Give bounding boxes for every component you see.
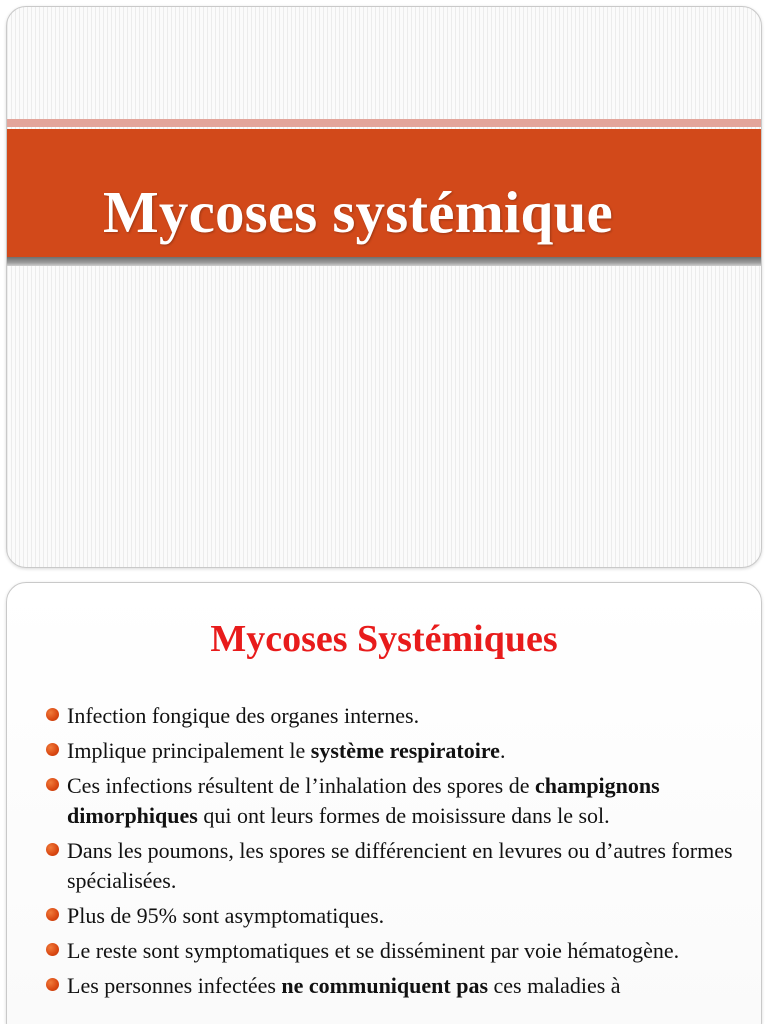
bullet-list [43, 701, 755, 1006]
bullet-item [43, 936, 755, 966]
bullet-text-end: . [499, 738, 506, 763]
slide-2 [6, 582, 762, 1024]
bullet-item [43, 701, 755, 731]
slide-1-title: Mycoses systémique [103, 179, 613, 245]
bullet-dot-icon [46, 778, 59, 791]
bullet-dot-icon [46, 743, 59, 756]
bullet-dot-icon [46, 908, 59, 921]
bullet-dot-icon [46, 978, 59, 991]
bullet-dot-icon [46, 943, 59, 956]
bullet-text: Le reste sont symptomatiques et se disséminent par voie hématogène. [67, 938, 680, 963]
bullet-bold-text: système respiratoire [310, 738, 500, 763]
bullet-item [43, 901, 755, 931]
slide-1 [6, 6, 762, 568]
bullet-item [43, 736, 755, 766]
bullet-text-end: qui ont leurs formes de moisissure dans le sol. [197, 803, 610, 828]
bullet-item [43, 971, 755, 1001]
bullet-text: Dans les poumons, les spores se différencient en levures ou d’autres formes spécialisées. [67, 838, 733, 893]
title-band-accent [7, 119, 761, 127]
bullet-text: Infection fongique des organes internes. [67, 703, 420, 728]
bullet-bold-text: champignons dimorphiques [67, 773, 660, 828]
bullet-item [43, 771, 755, 831]
bullet-text: Plus de 95% sont asymptomatiques. [67, 903, 385, 928]
bullet-bold-text: ne communiquent pas [281, 973, 489, 998]
bullet-dot-icon [46, 708, 59, 721]
bullet-text: Les personnes infectées [67, 973, 282, 998]
bullet-dot-icon [46, 843, 59, 856]
bullet-text: Ces infections résultent de l’inhalation des spores de [67, 773, 535, 798]
bullet-item [43, 836, 755, 896]
bullet-text-end: ces maladies à [488, 973, 621, 998]
slide-2-title: Mycoses Systémiques [210, 618, 558, 660]
title-band-shadow [7, 257, 761, 266]
bullet-text: Implique principalement le [67, 738, 311, 763]
